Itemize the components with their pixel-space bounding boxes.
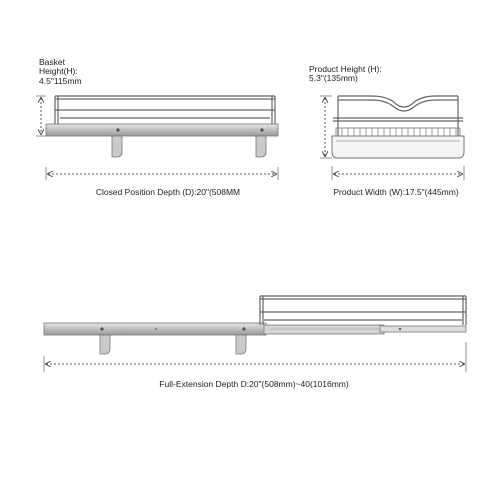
product-width-label: Product Width (W):17.5"(445mm): [333, 187, 459, 197]
basket-height-line-3: 4.5"115mm: [39, 75, 82, 86]
full-extension-depth-label: Full-Extension Depth D:20"(508mm)~40(1016mm): [159, 379, 349, 389]
closed-side-view: [46, 96, 278, 157]
product-height-line-2: 5.3"(135mm): [309, 73, 358, 84]
closed-depth-label: Closed Position Depth (D):20"(508MM: [95, 187, 241, 197]
product-height-line-1: Product Height (H):: [309, 64, 382, 74]
basket-height-line-2: Height(H):: [39, 66, 78, 77]
basket-height-line-1: Basket: [39, 57, 65, 67]
full-extension-view: [44, 296, 466, 354]
front-view: [332, 96, 464, 158]
